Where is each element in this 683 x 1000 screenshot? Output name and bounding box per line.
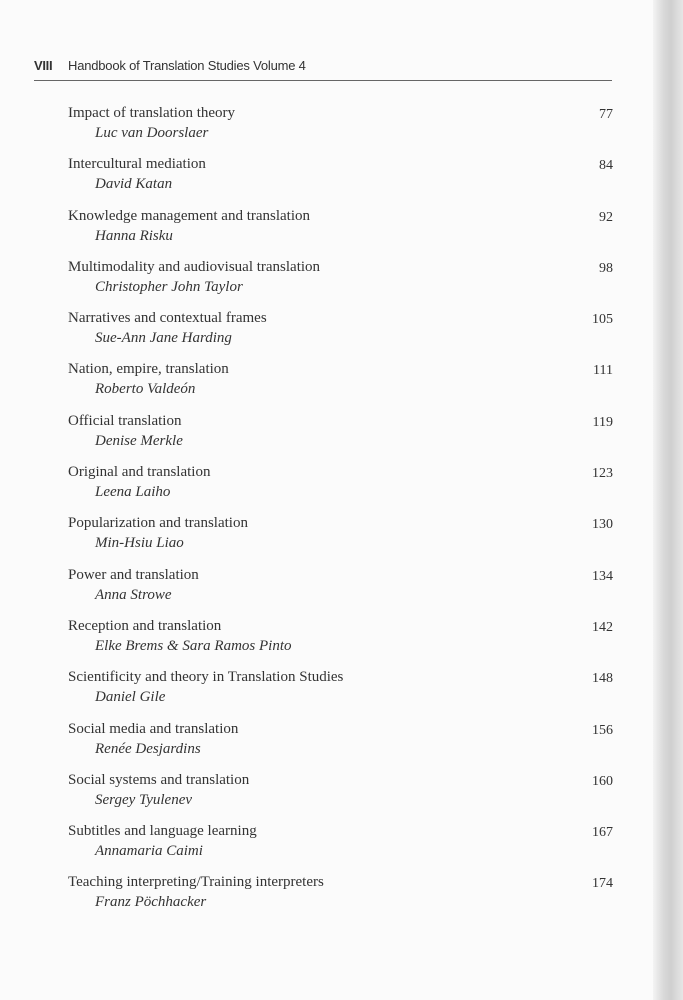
toc-entry[interactable]: [68, 361, 613, 412]
toc-entry-page[interactable]: 174: [592, 876, 613, 892]
toc-entry-author: Elke Brems & Sara Ramos Pinto: [95, 637, 292, 654]
toc-entry-author: Hanna Risku: [95, 227, 173, 244]
toc-entry[interactable]: [68, 567, 613, 618]
toc-entry-page[interactable]: 167: [592, 825, 613, 841]
toc-entry-page[interactable]: 111: [593, 363, 613, 379]
toc-entry-page[interactable]: 156: [592, 722, 613, 738]
running-header: [34, 58, 612, 73]
toc-entry-title[interactable]: Original and translation: [68, 464, 211, 481]
toc-entry[interactable]: [68, 721, 613, 772]
header-rule: [34, 80, 612, 81]
toc-entry-page[interactable]: 77: [599, 107, 613, 122]
toc-entry[interactable]: [68, 310, 613, 361]
toc-entry-title[interactable]: Scientificity and theory in Translation Studies: [68, 669, 344, 686]
toc-entry-page[interactable]: 84: [599, 158, 613, 174]
toc-entry-title[interactable]: Popularization and translation: [68, 515, 248, 532]
toc-entry-title[interactable]: Intercultural mediation: [68, 156, 206, 173]
toc-entry-author: Min-Hsiu Liao: [95, 535, 184, 552]
toc-entry-author: Leena Laiho: [95, 484, 171, 501]
toc-entry-title[interactable]: Multimodality and audiovisual translation: [68, 258, 321, 275]
toc-entry-title[interactable]: Social media and translation: [68, 720, 239, 737]
toc-entry-author: Luc van Doorslaer: [95, 125, 209, 141]
toc-entry[interactable]: [68, 208, 613, 259]
toc-entry-page[interactable]: 119: [592, 414, 613, 430]
toc-entry[interactable]: [68, 823, 613, 874]
toc-entry[interactable]: [68, 259, 613, 310]
toc-entry-title[interactable]: Power and translation: [68, 566, 199, 583]
toc-entry[interactable]: [68, 464, 613, 515]
toc-entry-title[interactable]: Nation, empire, translation: [68, 361, 229, 378]
toc-entry-author: Renée Desjardins: [95, 740, 201, 757]
toc-entry-author: Roberto Valdeón: [95, 381, 196, 398]
toc-entry-title[interactable]: Reception and translation: [68, 617, 222, 634]
page-folio: VIII: [34, 58, 53, 73]
toc-entry[interactable]: [68, 413, 613, 464]
toc-entry-author: Sue-Ann Jane Harding: [95, 330, 232, 347]
toc-entry-page[interactable]: 98: [599, 260, 613, 276]
toc-entry-author: Anna Strowe: [95, 586, 172, 603]
toc-entry[interactable]: [68, 772, 613, 823]
toc-entry-title[interactable]: Official translation: [68, 412, 182, 429]
running-title: Handbook of Translation Studies Volume 4: [68, 58, 306, 73]
toc-entry-page[interactable]: 134: [592, 568, 613, 584]
toc-entry[interactable]: [68, 156, 613, 207]
toc-entry[interactable]: [68, 515, 613, 566]
toc-entry-page[interactable]: 148: [592, 671, 613, 687]
toc-entry-page[interactable]: 92: [599, 209, 613, 225]
toc-entry-title[interactable]: Teaching interpreting/Training interpreters: [68, 874, 324, 891]
page-edge-shadow: [653, 0, 683, 1000]
toc-entry[interactable]: [68, 618, 613, 669]
toc-entry-title[interactable]: Impact of translation theory: [68, 105, 236, 121]
toc-entry-author: Franz Pöchhacker: [95, 894, 207, 911]
toc-entry-page[interactable]: 142: [592, 619, 613, 635]
toc-entry[interactable]: [68, 669, 613, 720]
toc-entry-page[interactable]: 160: [592, 773, 613, 789]
table-of-contents: [68, 105, 613, 926]
toc-entry[interactable]: [68, 105, 613, 156]
toc-entry-author: Annamaria Caimi: [95, 843, 203, 860]
toc-entry[interactable]: [68, 874, 613, 925]
toc-entry-page[interactable]: 123: [592, 466, 613, 482]
toc-entry-page[interactable]: 130: [592, 517, 613, 533]
toc-entry-author: Denise Merkle: [95, 432, 183, 449]
toc-entry-author: Daniel Gile: [95, 689, 166, 706]
toc-entry-page[interactable]: 105: [592, 312, 613, 328]
toc-entry-author: David Katan: [95, 176, 173, 193]
toc-entry-author: Sergey Tyulenev: [95, 791, 193, 808]
toc-entry-title[interactable]: Social systems and translation: [68, 771, 250, 788]
toc-entry-title[interactable]: Knowledge management and translation: [68, 207, 311, 224]
toc-entry-title[interactable]: Narratives and contextual frames: [68, 310, 267, 327]
toc-entry-author: Christopher John Taylor: [95, 278, 243, 295]
toc-entry-title[interactable]: Subtitles and language learning: [68, 823, 257, 840]
